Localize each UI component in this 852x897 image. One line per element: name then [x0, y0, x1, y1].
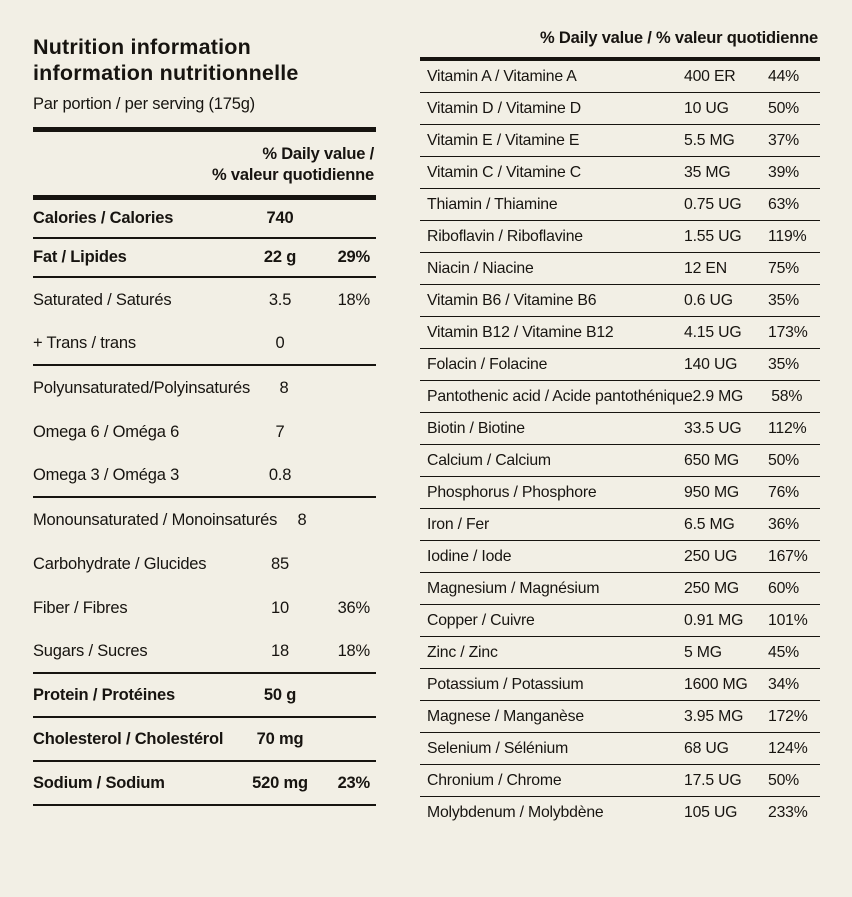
micronutrient-amount: 3.95 MG: [684, 707, 744, 725]
micronutrient-amount: 650 MG: [684, 451, 739, 469]
micronutrient-label: Vitamin B6 / Vitamine B6: [427, 291, 597, 309]
micronutrient-label: Phosphorus / Phosphore: [427, 483, 597, 501]
daily-value-header-line1: % Daily value /: [262, 145, 374, 163]
nutrient-row: [33, 498, 376, 542]
micronutrient-row: [420, 637, 820, 669]
micronutrient-amount: 12 EN: [684, 259, 727, 277]
micronutrient-label: Folacin / Folacine: [427, 355, 548, 373]
micronutrient-row: [420, 797, 820, 829]
micronutrient-percent: 36%: [768, 515, 800, 533]
nutrient-row: [33, 762, 376, 806]
nutrition-facts-panel: [33, 0, 376, 806]
nutrient-value: 18: [271, 641, 289, 660]
nutrient-value: 8: [297, 510, 307, 529]
nutrient-percent: 23%: [337, 773, 370, 792]
nutrient-label: Fiber / Fibres: [33, 598, 128, 617]
nutrient-value: 3.5: [268, 290, 292, 309]
micronutrient-row: [420, 701, 820, 733]
nutrient-value: 10: [271, 598, 289, 617]
micronutrient-row: [420, 733, 820, 765]
nutrient-row: [33, 410, 376, 454]
panel-title-line2: information nutritionnelle: [33, 61, 299, 85]
micronutrient-percent: 37%: [768, 131, 800, 149]
nutrient-label: Polyunsaturated/Polyinsaturés: [33, 378, 251, 397]
micronutrient-label: Vitamin A / Vitamine A: [427, 67, 577, 85]
micronutrient-row: [420, 765, 820, 797]
micronutrient-amount: 0.91 MG: [684, 611, 744, 629]
micronutrient-row: [420, 61, 820, 93]
micronutrient-label: Magnese / Manganèse: [427, 707, 584, 725]
micronutrient-percent: 124%: [768, 739, 808, 757]
micronutrient-amount: 5.5 MG: [684, 131, 735, 149]
serving-size-text: Par portion / per serving (175g): [33, 95, 255, 113]
micronutrient-percent: 34%: [768, 675, 800, 693]
nutrient-value: 22 g: [263, 248, 297, 266]
micronutrient-amount: 1.55 UG: [684, 227, 742, 245]
micronutrient-amount: 6.5 MG: [684, 515, 735, 533]
micronutrient-label: Pantothenic acid / Acide pantothénique: [427, 387, 693, 405]
micronutrient-label: Riboflavin / Riboflavine: [427, 227, 583, 245]
nutrient-row: [33, 200, 376, 239]
nutrient-row: [33, 322, 376, 366]
nutrient-value: 520 mg: [252, 773, 308, 792]
nutrient-label: Omega 6 / Oméga 6: [33, 422, 180, 441]
micronutrient-row: [420, 221, 820, 253]
micronutrient-label: Biotin / Biotine: [427, 419, 525, 437]
micronutrient-label: Thiamin / Thiamine: [427, 195, 558, 213]
micronutrient-label: Zinc / Zinc: [427, 643, 498, 661]
micronutrient-label: Iron / Fer: [427, 515, 490, 533]
micronutrients-panel: [420, 0, 820, 829]
micronutrient-rows: [420, 61, 820, 829]
micronutrient-label: Chronium / Chrome: [427, 771, 562, 789]
micronutrient-label: Vitamin D / Vitamine D: [427, 99, 581, 117]
micronutrient-label: Iodine / Iode: [427, 547, 512, 565]
micronutrient-amount: 4.15 UG: [684, 323, 742, 341]
micronutrient-percent: 50%: [768, 771, 800, 789]
micronutrient-label: Molybdenum / Molybdène: [427, 804, 604, 821]
micronutrient-percent: 233%: [768, 804, 808, 821]
micronutrient-percent: 101%: [768, 611, 808, 629]
micronutrient-amount: 250 MG: [684, 579, 739, 597]
micronutrient-label: Vitamin C / Vitamine C: [427, 163, 581, 181]
micronutrient-row: [420, 157, 820, 189]
nutrient-label: Carbohydrate / Glucides: [33, 554, 207, 573]
micronutrient-percent: 76%: [768, 483, 800, 501]
micronutrient-percent: 173%: [768, 323, 808, 341]
micronutrient-amount: 10 UG: [684, 99, 729, 117]
nutrient-row: [33, 586, 376, 630]
nutrient-value: 50 g: [263, 685, 297, 704]
micronutrient-amount: 950 MG: [684, 483, 739, 501]
micronutrient-percent: 63%: [768, 195, 800, 213]
micronutrient-amount: 105 UG: [684, 804, 738, 821]
panel-title: [33, 34, 376, 86]
daily-value-header-line2: % valeur quotidienne: [212, 166, 374, 184]
nutrient-label: Cholesterol / Cholestérol: [33, 729, 224, 748]
micronutrient-percent: 58%: [771, 387, 803, 405]
nutrient-label: Monounsaturated / Monoinsaturés: [33, 510, 278, 529]
micronutrient-row: [420, 253, 820, 285]
micronutrient-percent: 167%: [768, 547, 808, 565]
micronutrient-row: [420, 93, 820, 125]
nutrient-label: Fat / Lipides: [33, 248, 127, 266]
nutrient-row: [33, 718, 376, 762]
nutrient-value: 8: [279, 378, 289, 397]
nutrient-percent: 29%: [337, 248, 370, 266]
micronutrient-label: Potassium / Potassium: [427, 675, 584, 693]
nutrient-row: [33, 278, 376, 322]
micronutrient-label: Copper / Cuivre: [427, 611, 535, 629]
micronutrient-amount: 2.9 MG: [692, 387, 744, 405]
nutrient-row: [33, 630, 376, 674]
nutrient-label: Sodium / Sodium: [33, 773, 165, 792]
micronutrient-amount: 0.75 UG: [684, 195, 742, 213]
micronutrient-amount: 140 UG: [684, 355, 738, 373]
micronutrient-amount: 1600 MG: [684, 675, 748, 693]
nutrient-row: [33, 366, 376, 410]
micronutrient-row: [420, 317, 820, 349]
micronutrient-amount: 35 MG: [684, 163, 731, 181]
nutrient-percent: 18%: [337, 290, 370, 309]
micronutrient-amount: 17.5 UG: [684, 771, 742, 789]
panel-title-line1: Nutrition information: [33, 35, 251, 59]
micronutrient-percent: 39%: [768, 163, 800, 181]
micronutrient-label: Selenium / Sélénium: [427, 739, 569, 757]
micronutrient-row: [420, 445, 820, 477]
nutrient-label: Sugars / Sucres: [33, 641, 148, 660]
micronutrient-percent: 50%: [768, 99, 800, 117]
daily-value-header-right: % Daily value / % valeur quotidienne: [420, 28, 820, 61]
micronutrient-amount: 33.5 UG: [684, 419, 742, 437]
micronutrient-row: [420, 125, 820, 157]
nutrient-value: 7: [275, 422, 285, 441]
nutrient-row: [33, 454, 376, 498]
daily-value-header-left: [33, 127, 376, 200]
nutrient-value: 0: [275, 333, 285, 352]
nutrient-label: Saturated / Saturés: [33, 290, 172, 309]
micronutrient-percent: 172%: [768, 707, 808, 725]
micronutrient-label: Vitamin E / Vitamine E: [427, 131, 580, 149]
micronutrient-row: [420, 189, 820, 221]
micronutrient-row: [420, 477, 820, 509]
micronutrient-row: [420, 509, 820, 541]
nutrient-value: 740: [266, 209, 294, 227]
nutrient-value: 0.8: [268, 465, 292, 484]
macronutrient-rows: [33, 200, 376, 806]
nutrient-label: Omega 3 / Oméga 3: [33, 465, 180, 484]
micronutrient-row: [420, 541, 820, 573]
micronutrient-label: Calcium / Calcium: [427, 451, 551, 469]
micronutrient-label: Magnesium / Magnésium: [427, 579, 600, 597]
nutrient-value: 70 mg: [256, 729, 304, 748]
micronutrient-row: [420, 605, 820, 637]
micronutrient-label: Vitamin B12 / Vitamine B12: [427, 323, 614, 341]
nutrient-label: Protein / Protéines: [33, 685, 175, 704]
micronutrient-label: Niacin / Niacine: [427, 259, 534, 277]
nutrient-label: + Trans / trans: [33, 333, 136, 352]
micronutrient-percent: 112%: [768, 419, 807, 437]
micronutrient-row: [420, 381, 820, 413]
micronutrient-row: [420, 285, 820, 317]
micronutrient-percent: 50%: [768, 451, 800, 469]
micronutrient-row: [420, 349, 820, 381]
micronutrient-percent: 75%: [768, 259, 800, 277]
nutrient-percent: 36%: [337, 598, 370, 617]
nutrient-row: [33, 239, 376, 278]
micronutrient-amount: 68 UG: [684, 739, 729, 757]
micronutrient-amount: 250 UG: [684, 547, 738, 565]
micronutrient-row: [420, 669, 820, 701]
micronutrient-percent: 35%: [768, 291, 800, 309]
nutrient-row: [33, 674, 376, 718]
nutrient-label: Calories / Calories: [33, 209, 174, 227]
nutrient-row: [33, 542, 376, 586]
micronutrient-row: [420, 413, 820, 445]
micronutrient-amount: 0.6 UG: [684, 291, 733, 309]
micronutrient-amount: 5 MG: [684, 643, 722, 661]
micronutrient-percent: 60%: [768, 579, 800, 597]
micronutrient-percent: 35%: [768, 355, 800, 373]
micronutrient-row: [420, 573, 820, 605]
nutrient-percent: 18%: [337, 641, 370, 660]
nutrient-value: 85: [271, 554, 289, 573]
micronutrient-percent: 119%: [768, 227, 807, 245]
micronutrient-percent: 44%: [768, 67, 800, 85]
micronutrient-percent: 45%: [768, 643, 800, 661]
micronutrient-amount: 400 ER: [684, 67, 736, 85]
